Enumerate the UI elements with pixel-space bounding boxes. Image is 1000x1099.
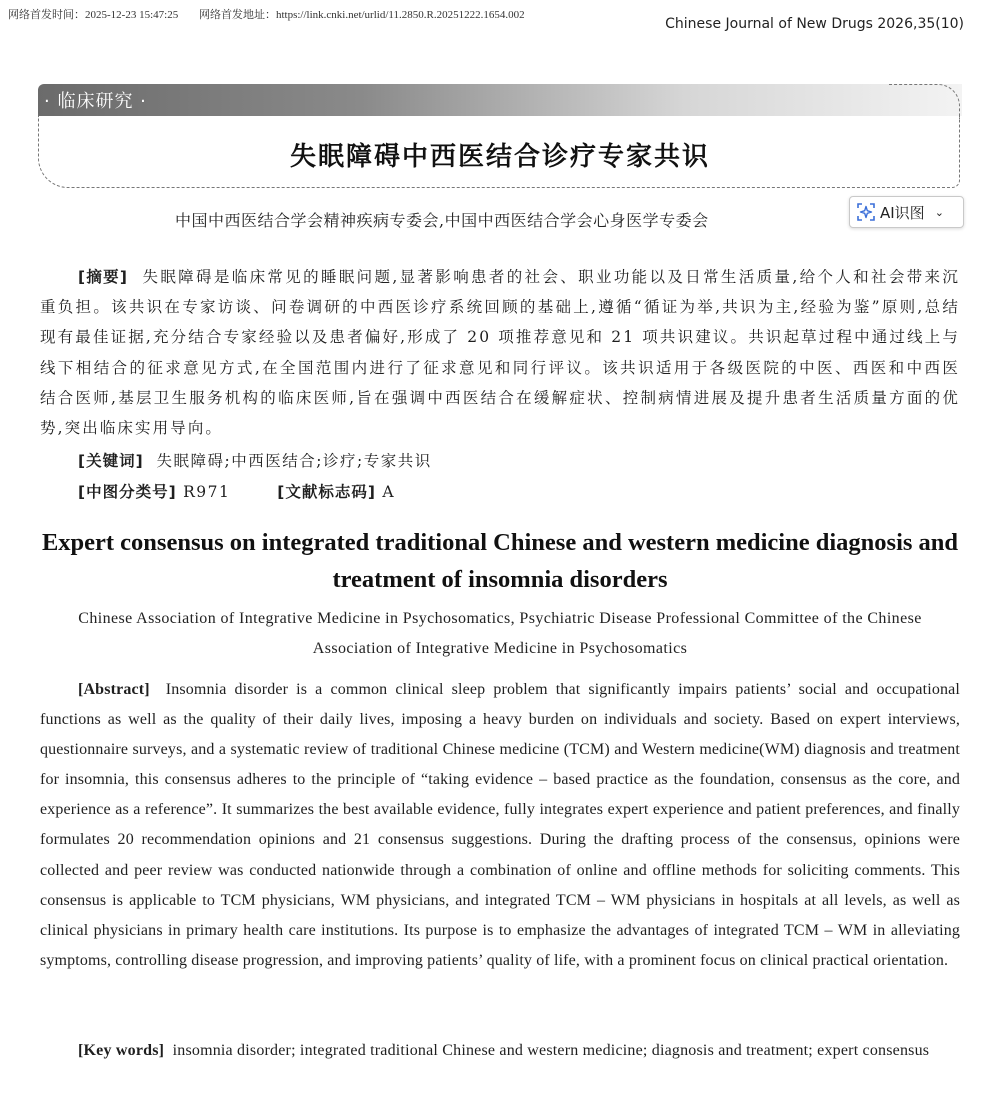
ai-recognize-button[interactable]	[849, 196, 964, 228]
keywords-cn	[78, 449, 432, 471]
article-authors-en: Chinese Association of Integrative Medicine in Psychosomatics, Psychiatric Disease Professional Committee of the Chinese Association of Integrative Medicine in Psychosomatics	[78, 610, 922, 657]
doc-code-value: A	[382, 483, 396, 501]
journal-citation: Chinese Journal of New Drugs 2026,35(10)	[665, 16, 964, 32]
abstract-en-label: [Abstract]	[78, 681, 150, 698]
abstract-cn-label: [摘要]	[78, 268, 128, 286]
keywords-cn-label: [关键词]	[78, 452, 144, 470]
section-label: · 临床研究 ·	[44, 91, 147, 112]
keywords-cn-text: 失眠障碍;中西医结合;诊疗;专家共识	[156, 452, 432, 470]
doc-code-label: [文献标志码]	[277, 483, 376, 501]
article-title-cn: 失眠障碍中西医结合诊疗专家共识	[289, 142, 710, 172]
clc-label: [中图分类号]	[78, 483, 177, 501]
scan-sparkle-icon	[856, 202, 876, 222]
ai-recognize-label: AI识图	[880, 203, 925, 222]
abstract-cn-text: 失眠障碍是临床常见的睡眠问题,显著影响患者的社会、职业功能以及日常生活质量,给个人和社会带来沉重负担。该共识在专家访谈、问卷调研的中西医诊疗系统回顾的基础上,遵循“循证为举,共识为主,经验为鉴”原则,总结现有最佳证据,充分结合专家经验以及患者偏好,形成了 20 项推荐意见和 21 项共识建议。共识起草过程中通过线上与线下相结合的征求意见方式,在全国范围内进行了征求意见和同行评议。该共识适用于各级医院的中医、西医和中西医结合医师,基层卫生服务机构的临床医师,旨在强调中西医结合在缓解症状、控制病情进展及提升患者生活质量方面的优势,突出临床实用导向。	[40, 268, 960, 438]
first-online-url[interactable]: 网络首发地址：https://link.cnki.net/urlid/11.2850.R.20251222.1654.002	[198, 9, 525, 21]
clc-value: R971	[183, 483, 231, 501]
keywords-en	[40, 1036, 960, 1066]
online-publication-meta	[8, 6, 525, 22]
abstract-cn	[40, 262, 960, 443]
classification-line	[78, 480, 395, 502]
abstract-en	[40, 675, 960, 976]
chevron-down-icon[interactable]: ⌄	[934, 205, 944, 219]
abstract-en-text: Insomnia disorder is a common clinical sleep problem that significantly impairs patients’ social and occupational functions as well as the quality of their daily lives, imposing a heavy burden on individuals and society. Based on expert interviews, questionnaire surveys, and a systematic review of traditional Chinese medicine (TCM) and Western medicine(WM) diagnosis and treatment for insomnia, this consensus adheres to the principle of “taking evidence – based practice as the foundation, consensus as the core, and experience as a reference”. It summarizes the best available evidence, fully integrates expert experience and patient preferences, and finally formulates 20 recommendation opinions and 21 consensus suggestions. During the drafting process of the consensus, opinions were collected and peer review was conducted nationwide through a combination of online and offline methods for soliciting comments. This consensus is applicable to TCM physicians, WM physicians, and integrated TCM – WM physicians in hospitals at all levels, as well as clinical physicians in primary health care institutions. Its purpose is to emphasize the advantages of integrated TCM – WM in alleviating symptoms, controlling disease progression, and improving patients’ quality of life, with a prominent focus on clinical practical orientation.	[40, 681, 960, 969]
keywords-en-text: insomnia disorder; integrated traditional Chinese and western medicine; diagnosis and treatment; expert consensus	[172, 1042, 930, 1059]
article-authors-cn: 中国中西医结合学会精神疾病专委会,中国中西医结合学会心身医学专委会	[175, 211, 709, 230]
title-frame-corner	[889, 84, 960, 119]
article-title-en: Expert consensus on integrated traditional Chinese and western medicine diagnosis and treatment of insomnia disorders	[41, 529, 959, 593]
first-online-time: 网络首发时间：2025-12-23 15:47:25	[8, 9, 179, 21]
keywords-en-label: [Key words]	[78, 1042, 165, 1059]
section-banner	[38, 84, 962, 116]
